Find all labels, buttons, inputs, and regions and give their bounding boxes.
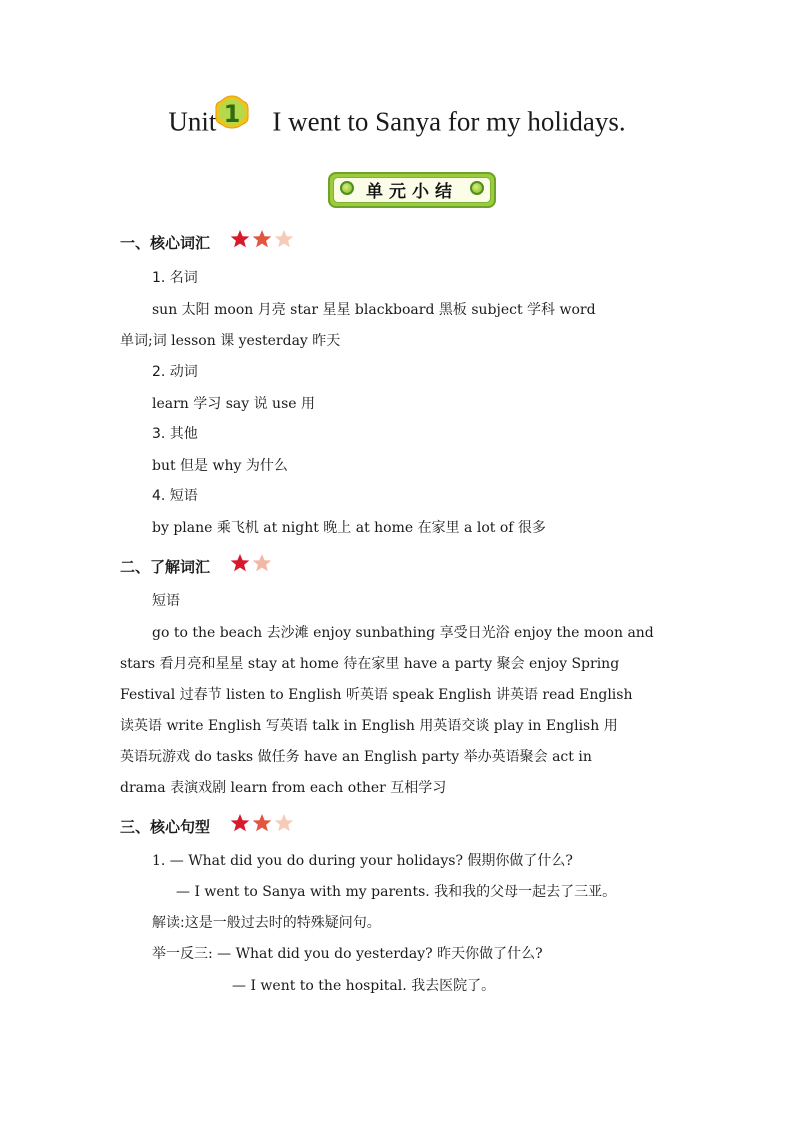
section-heading-core-vocab: 一、核心词汇 — [120, 234, 211, 252]
sentence-explanation: 解读:这是一般过去时的特殊疑问句。 — [152, 915, 381, 931]
unit-number: 1 — [224, 100, 241, 128]
section2-line: drama 表演戏剧 learn from each other 互相学习 — [120, 780, 447, 796]
section2-line: 读英语 write English 写英语 talk in English 用英语交谈 play in English 用 — [120, 718, 618, 734]
phrases-line: by plane 乘飞机 at night 晚上 at home 在家里 a lot of 很多 — [152, 520, 546, 536]
example-question: 举一反三: — What did you do yesterday? 昨天你做了什么? — [152, 946, 543, 962]
banner-label: 单元小结 — [366, 182, 458, 202]
section2-phrases-label: 短语 — [152, 593, 180, 609]
others-line: but 但是 why 为什么 — [152, 458, 288, 474]
unit-title-text: I went to Sanya for my holidays. — [272, 106, 626, 137]
others-label: 3. 其他 — [152, 426, 198, 442]
section-heading-core-sentences: 三、核心句型 — [120, 818, 211, 836]
rating-stars-icon — [230, 229, 296, 249]
phrases-label: 4. 短语 — [152, 488, 198, 504]
sentence-question-1: 1. — What did you do during your holidays? 假期你做了什么? — [152, 853, 573, 869]
section2-line: stars 看月亮和星星 stay at home 待在家里 have a party 聚会 enjoy Spring — [120, 656, 620, 672]
verbs-line: learn 学习 say 说 use 用 — [152, 396, 315, 412]
unit-title — [0, 100, 794, 140]
nouns-label: 1. 名词 — [152, 270, 198, 286]
nouns-line-1: sun 太阳 moon 月亮 star 星星 blackboard 黑板 subject 学科 word — [152, 302, 596, 318]
example-answer: — I went to the hospital. 我去医院了。 — [232, 978, 496, 994]
section2-line: Festival 过春节 listen to English 听英语 speak English 讲英语 read English — [120, 687, 633, 703]
rating-stars-icon — [230, 553, 274, 573]
section-heading-learn-vocab: 二、了解词汇 — [120, 558, 211, 576]
unit-summary-banner — [328, 172, 496, 208]
sentence-answer-1: — I went to Sanya with my parents. 我和我的父母一起去了三亚。 — [176, 884, 617, 900]
rating-stars-icon — [230, 813, 296, 833]
section2-line: 英语玩游戏 do tasks 做任务 have an English party 举办英语聚会 act in — [120, 749, 592, 765]
section2-line: go to the beach 去沙滩 enjoy sunbathing 享受日光浴 enjoy the moon and — [152, 625, 654, 641]
nouns-line-2: 单词;词 lesson 课 yesterday 昨天 — [120, 333, 341, 349]
unit-word: Unit — [168, 106, 217, 137]
verbs-label: 2. 动词 — [152, 364, 198, 380]
unit-number-badge — [214, 94, 250, 130]
